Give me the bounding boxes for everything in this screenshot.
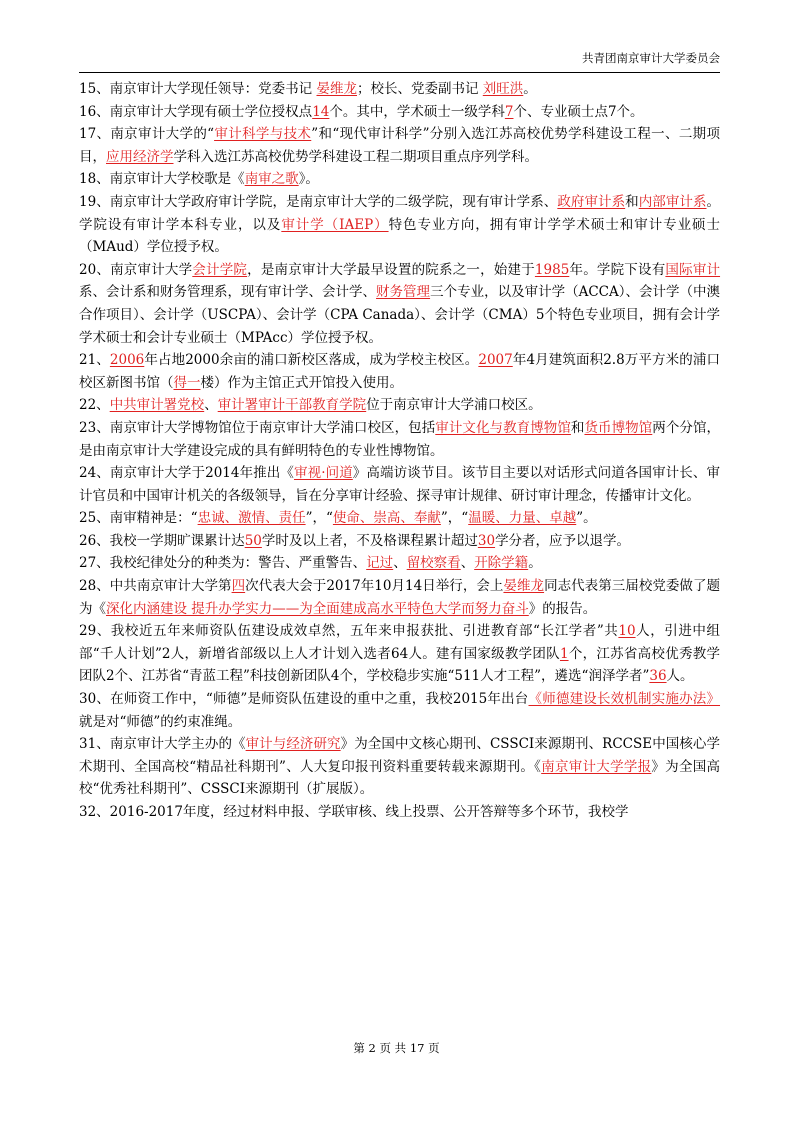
question-text: 年。学院下设有 [569, 261, 666, 278]
question-item [79, 168, 720, 191]
answer-text: 使命、崇高、奉献 [332, 510, 441, 527]
question-item [79, 530, 720, 553]
page-number: 第 2 页 共 17 页 [353, 1041, 440, 1055]
question-item [79, 733, 720, 801]
question-text: 20、南京审计大学 [79, 261, 193, 278]
question-item [79, 801, 720, 824]
question-item [79, 462, 720, 507]
question-text: 就是对“师德”的约束准绳。 [79, 713, 242, 730]
question-text: ，是南京审计大学最早设置的院系之一，始建于 [247, 261, 535, 278]
answer-text: 30 [477, 532, 496, 549]
question-text: 、 [393, 555, 407, 572]
answer-text: 中共审计署党校 [109, 397, 205, 414]
question-text: 21、 [79, 352, 110, 369]
question-item [79, 123, 720, 168]
question-item [79, 191, 720, 259]
answer-text: 货币博物馆 [584, 419, 653, 436]
question-text: 19、南京审计大学政府审计学院，是南京审计大学的二级学院，现有审计学系、 [79, 193, 558, 210]
answer-text: 应用经济学 [106, 148, 174, 165]
answer-text: 忠诚、激情、责任 [197, 510, 306, 527]
question-text: ”和“现代审计科学”分别入选江苏高校优势学科建设工程一、二期项目， [79, 126, 720, 165]
answer-text: 1 [559, 645, 569, 662]
question-item [79, 688, 720, 733]
answer-text: 50 [244, 532, 262, 549]
question-item [79, 394, 720, 417]
question-text: 两个分馆，是由南京审计大学建设完成的具有鲜明特色的专业性博物馆。 [79, 419, 721, 459]
question-text: 个、专业硕士点7个。 [513, 103, 644, 120]
question-item [79, 507, 720, 530]
question-item [79, 349, 720, 394]
question-item [79, 575, 720, 620]
question-text: 个。其中，学术硕士一级学科 [329, 103, 505, 120]
page-footer [0, 1040, 793, 1056]
answer-text: 审计文化与教育博物馆 [435, 419, 571, 436]
answer-text: 36 [649, 668, 667, 685]
question-text: 位于南京审计大学浦口校区。 [366, 397, 542, 414]
question-item [79, 78, 720, 101]
question-text: 23、南京审计大学博物馆位于南京审计大学浦口校区，包括 [79, 419, 436, 436]
answer-text: 南京审计大学学报 [541, 758, 652, 775]
question-text: 31、南京审计大学主办的《 [79, 736, 246, 753]
question-text: 18、南京审计大学校歌是《 [79, 171, 245, 188]
answer-text: 审计与经济研究 [245, 736, 341, 753]
document-body [79, 78, 720, 824]
question-text: ”，“ [305, 510, 333, 527]
answer-text: 政府审计系 [557, 193, 626, 210]
answer-text: 国际审计 [665, 261, 721, 278]
question-text: 和 [570, 419, 585, 436]
question-text: 、 [204, 397, 218, 414]
question-item [79, 259, 720, 349]
question-text: 三个专业，以及审计学（ACCA）、会计学（中澳合作项目）、会计学（USCPA）、会计学（CPA Canada）、会计学（CMA）5个特色专业项目，拥有会计学学术硕士和会计专业硕士（MPAcc）学位授予权。 [79, 284, 721, 346]
answer-text: 南审之歌 [244, 171, 299, 188]
answer-text: 7 [504, 103, 514, 120]
answer-text: 会计学院 [192, 261, 248, 278]
question-text: 32、2016-2017年度，经过材料申报、学联审核、线上投票、公开答辩等多个环节，我校学 [79, 804, 629, 820]
answer-text: 记过 [366, 555, 394, 572]
answer-text: 审计科学与技术 [214, 126, 312, 143]
question-text: 系、会计系和财务管理系，现有审计学、会计学、 [79, 284, 377, 301]
answer-text: 晏维龙 [316, 81, 357, 97]
question-text: 15、南京审计大学现任领导：党委书记 [79, 81, 317, 97]
answer-text: 财务管理 [376, 284, 431, 301]
question-text: 和 [625, 193, 639, 210]
answer-text: 内部审计系 [638, 193, 707, 210]
question-text: 26、我校一学期旷课累计达 [79, 532, 245, 549]
question-text: 》的报告。 [528, 600, 597, 617]
question-text: 29、我校近五年来师资队伍建设成效卓然，五年来申报获批、引进教育部“长江学者”共 [79, 623, 619, 640]
question-text: 年4月建筑面积2.8万平方米的浦口校区新图书馆（ [79, 352, 720, 391]
question-text: 。 [528, 555, 542, 572]
question-item [79, 620, 720, 688]
answer-text: 深化内涵建设 提升办学实力——为全面建成高水平特色大学而努力奋斗 [106, 600, 529, 617]
question-text: 特色专业方向，拥有审计学学术硕士和审计专业硕士（MAud）学位授予权。 [79, 216, 720, 256]
question-text: 17、南京审计大学的“ [79, 126, 215, 143]
question-text: 30、在师资工作中，“师德”是师资队伍建设的重中之重，我校2015年出台 [79, 691, 529, 708]
question-text: 学时及以上者，不及格课程累计超过 [261, 532, 478, 549]
question-text: 学分者，应予以退学。 [495, 532, 631, 549]
question-text: 28、中共南京审计大学第 [79, 578, 232, 595]
answer-text: 开除学籍 [474, 555, 529, 572]
answer-text: 刘旺洪 [482, 81, 524, 97]
question-text: ”，“ [440, 510, 469, 527]
answer-text: 审计署审计干部教育学院 [217, 397, 367, 414]
question-text: ”。 [576, 510, 597, 527]
page-header [79, 50, 720, 73]
answer-text: 2007 [478, 352, 513, 369]
question-text: 27、我校纪律处分的种类为：警告、严重警告、 [79, 555, 367, 572]
answer-text: 温暖、力量、卓越 [468, 510, 577, 527]
question-text: 、 [460, 555, 475, 572]
answer-text: 2006 [109, 352, 145, 369]
answer-text: 审计学（IAEP） [281, 216, 389, 233]
question-text: 人，引进中组部“千人计划”2人，新增省部级以上人才计划入选者64人。建有国家级教学团队 [79, 623, 721, 662]
question-text: 个，江苏省高校优秀教学团队2个、江苏省“青蓝工程”科技创新团队4个，学校稳步实施“511人才工程”，遴选“润泽学者” [79, 645, 720, 685]
question-text: 。学院设有审计学本科专业，以及 [79, 193, 721, 233]
question-text: 22、 [79, 397, 110, 414]
answer-text: 14 [312, 103, 330, 120]
answer-text: 四 [231, 578, 246, 595]
question-text: 16、南京审计大学现有硕士学位授权点 [79, 103, 313, 120]
answer-text: 1985 [534, 261, 570, 278]
question-text: 》。 [298, 171, 319, 188]
question-item [79, 417, 720, 462]
answer-text: 得一 [173, 374, 201, 391]
question-text: 》高端访谈节目。该节目主要以对话形式问道各国审计长、审计官员和中国审计机关的各级领导，旨在分享审计经验、探寻审计规律、研讨审计理念，传播审计文化。 [79, 465, 720, 504]
question-text: 25、南审精神是：“ [79, 510, 198, 527]
question-text: 》为全国中文核心期刊、CSSCI来源期刊、RCCSE中国核心学术期刊、全国高校“精品社科期刊”、人大复印报刊资料重要转载来源期刊。《 [79, 736, 720, 775]
question-text: 楼）作为主馆正式开馆投入使用。 [200, 374, 403, 391]
question-text: 24、南京审计大学于2014年推出《 [79, 465, 294, 482]
answer-text: 留校察看 [406, 555, 461, 572]
answer-text: 晏维龙 [503, 578, 545, 595]
question-text: 人。 [666, 668, 694, 685]
question-text: 年占地2000余亩的浦口新校区落成，成为学校主校区。 [144, 352, 479, 369]
answer-text: 10 [618, 623, 636, 640]
question-text: 学科入选江苏高校优势学科建设工程二期项目重点序列学科。 [173, 148, 538, 165]
question-item [79, 101, 720, 124]
header-org: 共青团南京审计大学委员会 [582, 51, 720, 65]
question-text: ；校长、党委副书记 [356, 81, 483, 97]
question-item [79, 552, 720, 575]
question-text: 次代表大会于2017年10月14日举行，会上 [245, 578, 504, 595]
answer-text: 审视·问道 [293, 465, 353, 482]
question-text: 》为全国高校“优秀社科期刊”、CSSCI来源期刊（扩展版）。 [79, 758, 720, 798]
answer-text: 《师德建设长效机制实施办法》 [528, 691, 721, 708]
question-text: 同志代表第三届校党委做了题为《 [79, 578, 720, 617]
question-text: 。 [523, 81, 537, 97]
